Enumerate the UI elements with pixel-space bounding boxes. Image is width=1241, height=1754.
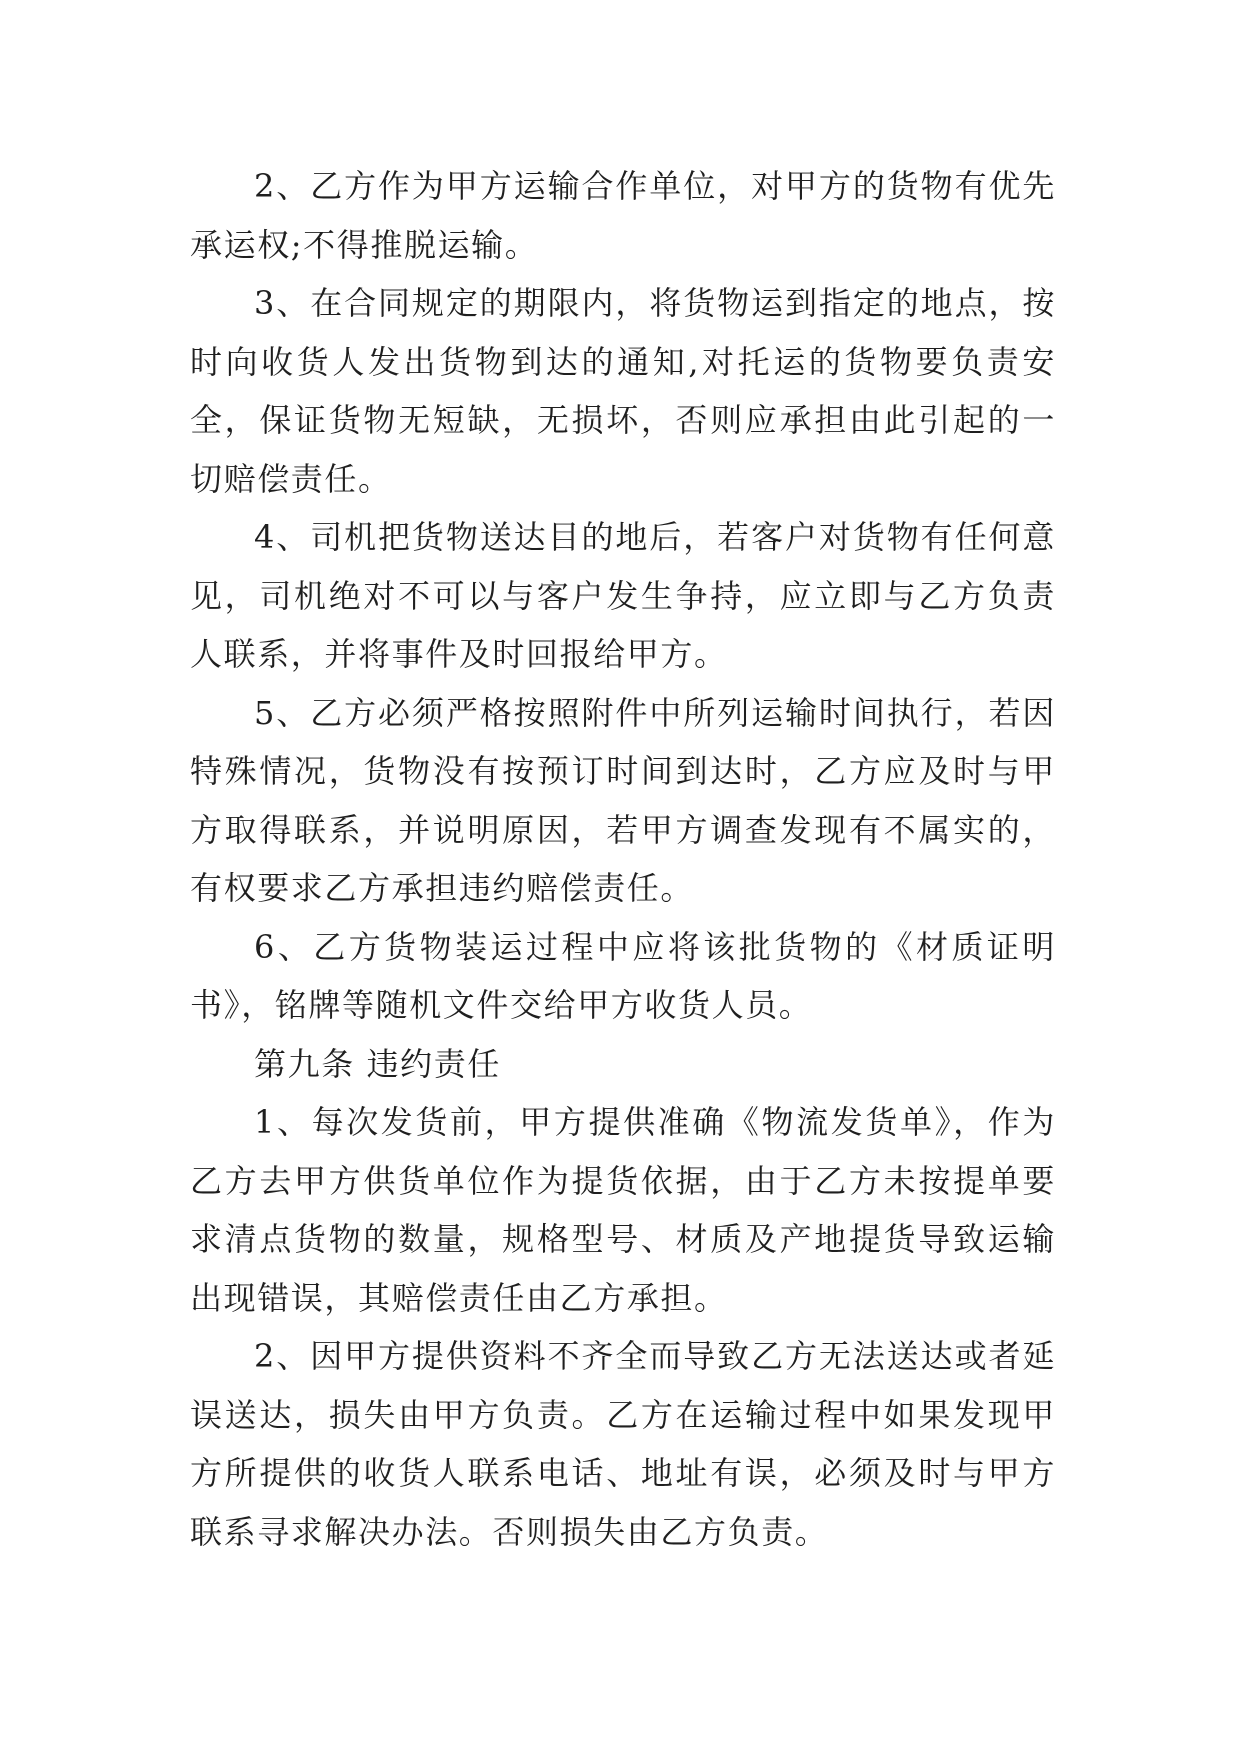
clause-paragraph-2: 2、乙方作为甲方运输合作单位，对甲方的货物有优先承运权;不得推脱运输。 [190,167,1056,264]
clause-paragraph-4: 4、司机把货物送达目的地后，若客户对货物有任何意见，司机绝对不可以与客户发生争持，应立即与乙方负责人联系，并将事件及时回报给甲方。 [190,518,1056,673]
clause-paragraph-6: 6、乙方货物装运过程中应将该批货物的《材质证明书》，铭牌等随机文件交给甲方收货人员。 [190,927,1056,1024]
article-heading: 第九条 违约责任 [254,1044,501,1083]
document-body [190,157,1056,1561]
liability-paragraph-1: 1、每次发货前，甲方提供准确《物流发货单》，作为乙方去甲方供货单位作为提货依据，由于乙方未按提单要求清点货物的数量，规格型号、材质及产地提货导致运输出现错误，其赔偿责任由乙方承担。 [190,1103,1056,1317]
clause-paragraph-5: 5、乙方必须严格按照附件中所列运输时间执行，若因特殊情况，货物没有按预订时间到达时，乙方应及时与甲方取得联系，并说明原因，若甲方调查发现有不属实的，有权要求乙方承担违约赔偿责任。 [190,693,1056,907]
clause-paragraph-3: 3、在合同规定的期限内，将货物运到指定的地点，按时向收货人发出货物到达的通知,对托运的货物要负责安全，保证货物无短缺，无损坏，否则应承担由此引起的一切赔偿责任。 [190,284,1056,498]
liability-paragraph-2: 2、因甲方提供资料不齐全而导致乙方无法送达或者延误送达，损失由甲方负责。乙方在运输过程中如果发现甲方所提供的收货人联系电话、地址有误，必须及时与甲方联系寻求解决办法。否则损失由乙方负责。 [190,1337,1056,1551]
